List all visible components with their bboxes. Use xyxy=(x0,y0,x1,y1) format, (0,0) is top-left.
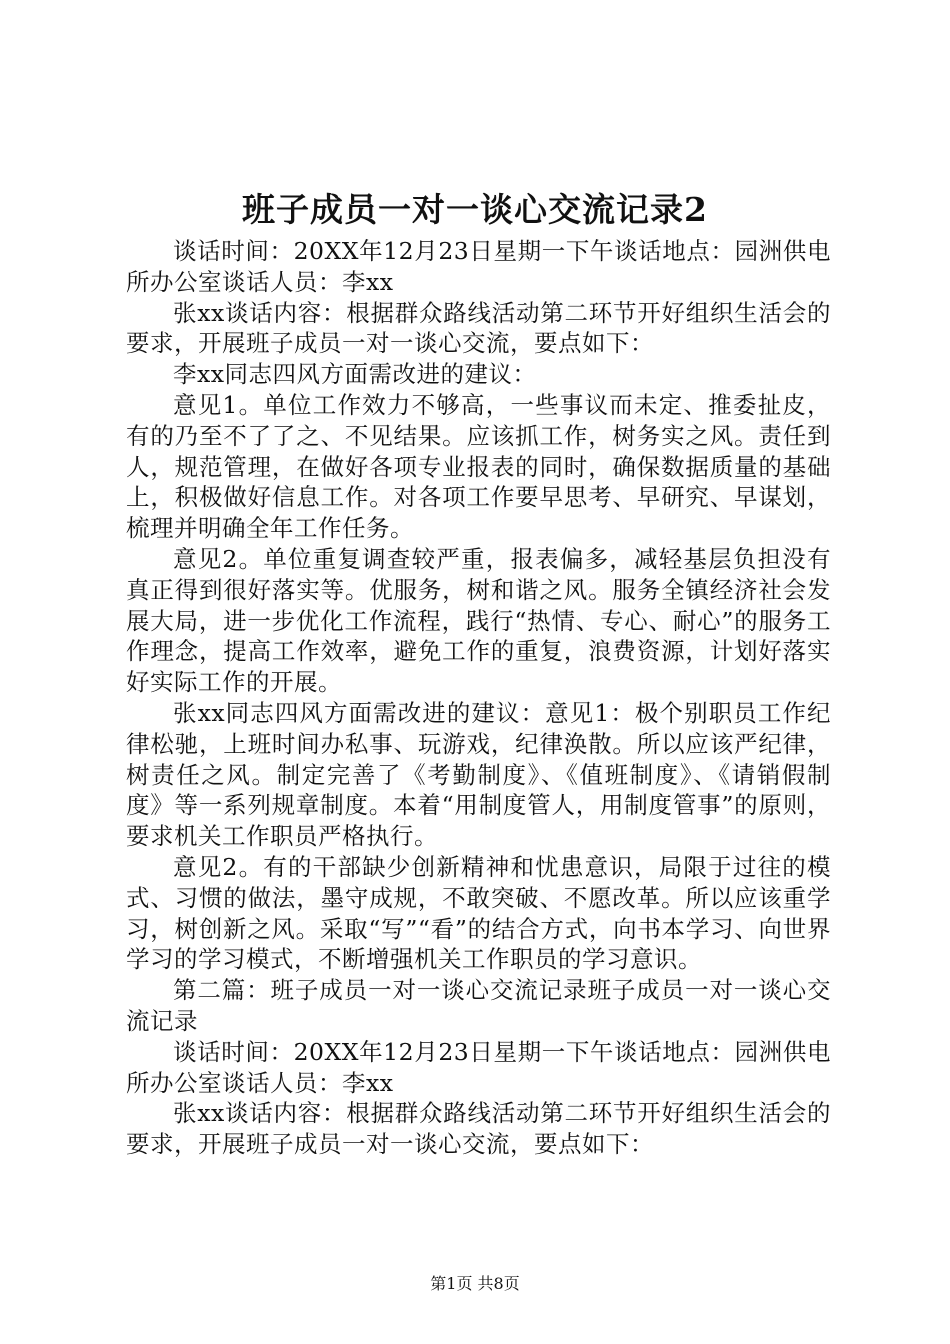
paragraph-li-suggestions-heading: 李xx同志四风方面需改进的建议： xyxy=(173,360,537,389)
document-body xyxy=(126,236,831,1160)
paragraph-interview-content: 张xx谈话内容：根据群众路线活动第二环节开好组织生活会的要求，开展班子成员一对一谈心交流，要点如下： xyxy=(126,298,831,358)
paragraph-interview-info: 谈话时间：20XX年12月23日星期一下午谈话地点：园洲供电所办公室谈话人员：李xx xyxy=(126,237,831,296)
paragraph-li-opinion-1: 意见1。单位工作效力不够高，一些事议而未定、推委扯皮，有的乃至不了了之、不见结果。应该抓工作，树务实之风。责任到人，规范管理，在做好各项专业报表的同时，确保数据质量的基础上，积极做好信息工作。对各项工作要早思考、早研究、早谋划，梳理并明确全年工作任务。 xyxy=(126,390,831,543)
paragraph-interview-info-repeat: 谈话时间：20XX年12月23日星期一下午谈话地点：园洲供电所办公室谈话人员：李xx xyxy=(126,1037,831,1097)
paragraph-li-opinion-2: 意见2。单位重复调查较严重，报表偏多，减轻基层负担没有真正得到很好落实等。优服务，树和谐之风。服务全镇经济社会发展大局，进一步优化工作流程，践行“热情、专心、耐心”的服务工作理念，提高工作效率，避免工作的重复，浪费资源，计划好落实好实际工作的开展。 xyxy=(126,544,831,697)
paragraph-second-part-heading: 第二篇：班子成员一对一谈心交流记录班子成员一对一谈心交流记录 xyxy=(126,976,831,1035)
document-title: 班子成员一对一谈心交流记录2 xyxy=(242,190,708,229)
page-footer: 第1页 共8页 xyxy=(430,1274,520,1293)
paragraph-zhang-opinion-2: 意见2。有的干部缺少创新精神和忧患意识，局限于过往的模式、习惯的做法，墨守成规，不敢突破、不愿改革。所以应该重学习，树创新之风。采取“写”“看”的结合方式，向书本学习、向世界学习的学习模式，不断增强机关工作职员的学习意识。 xyxy=(126,852,831,974)
paragraph-interview-content-repeat: 张xx谈话内容：根据群众路线活动第二环节开好组织生活会的要求，开展班子成员一对一谈心交流，要点如下： xyxy=(126,1099,831,1159)
paragraph-zhang-opinion-1: 张xx同志四风方面需改进的建议：意见1：极个别职员工作纪律松驰，上班时间办私事、玩游戏，纪律涣散。所以应该严纪律，树责任之风。制定完善了《考勤制度》、《值班制度》、《请销假制度》等一系列规章制度。本着“用制度管人，用制度管事”的原则，要求机关工作职员严格执行。 xyxy=(126,698,831,851)
